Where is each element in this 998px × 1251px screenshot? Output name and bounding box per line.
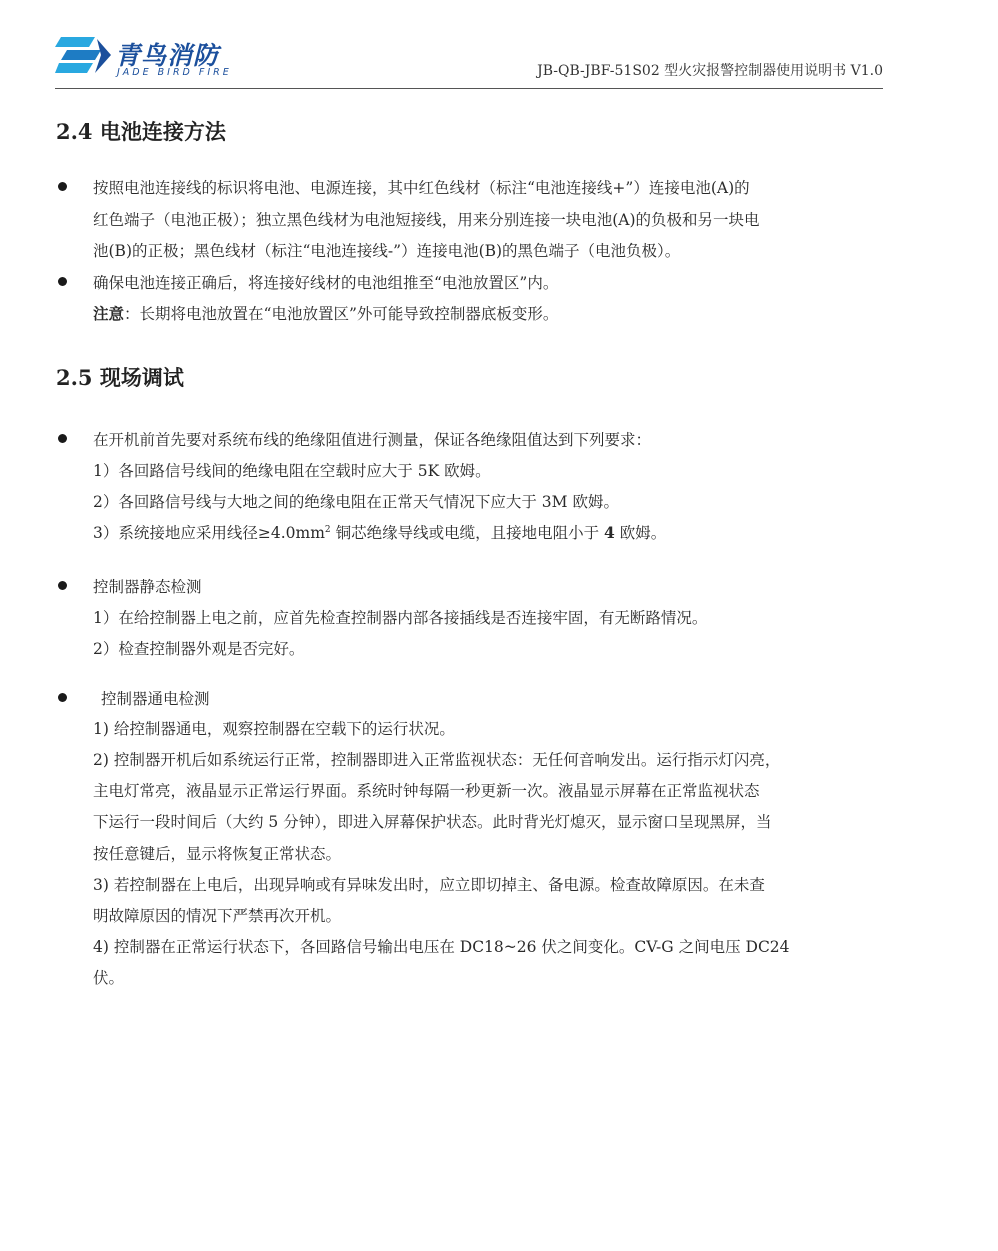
list-item-text: 3）系统接地应采用线径≥4.0mm (93, 524, 325, 542)
list-item: 按任意键后，显示将恢复正常状态。 (93, 845, 342, 863)
list-item: 3) 若控制器在上电后，出现异响或有异味发出时，应立即切掉主、备电源。检查故障原因。在未查 (93, 876, 765, 894)
document-title: JB-QB-JBF-51S02 型火灾报警控制器使用说明书 V1.0 (537, 63, 883, 79)
list-item: 1）各回路信号线间的绝缘电阻在空载时应大于 5K 欧姆。 (93, 462, 491, 480)
bold-number: 4 (604, 523, 615, 542)
list-item: 主电灯常亮，液晶显示正常运行界面。系统时钟每隔一秒更新一次。液晶显示屏幕在正常监视状态 (93, 782, 760, 800)
jade-bird-logo-icon (55, 35, 111, 77)
list-item: 2）检查控制器外观是否完好。 (93, 640, 305, 658)
subsection-title: 控制器静态检测 (93, 578, 202, 596)
bullet-dot (58, 182, 67, 191)
paragraph-line: 确保电池连接正确后，将连接好线材的电池组推至“电池放置区”内。 (93, 274, 559, 292)
note-text: ：长期将电池放置在“电池放置区”外可能导致控制器底板变形。 (124, 305, 559, 323)
bullet-dot (58, 693, 67, 702)
list-item: 明故障原因的情况下严禁再次开机。 (93, 907, 342, 925)
list-item: 1）在给控制器上电之前，应首先检查控制器内部各接插线是否连接牢固，有无断路情况。 (93, 609, 708, 627)
paragraph-line: 在开机前首先要对系统布线的绝缘阻值进行测量，保证各绝缘阻值达到下列要求： (93, 431, 652, 449)
company-logo (55, 30, 255, 86)
superscript: 2 (324, 524, 331, 535)
list-item: 下运行一段时间后（大约 5 分钟），即进入屏幕保护状态。此时背光灯熄灭，显示窗口呈现黑屏，当 (93, 813, 772, 831)
list-item: 2）各回路信号线与大地之间的绝缘电阻在正常天气情况下应大于 3M 欧姆。 (93, 493, 619, 511)
paragraph-line: 池(B)的正极；黑色线材（标注“电池连接线-”）连接电池(B)的黑色端子（电池负极）。 (93, 242, 681, 260)
list-item: 伏。 (93, 969, 125, 987)
list-item (93, 521, 666, 543)
section-2-5-heading: 2.5 现场调试 (56, 365, 184, 390)
logo-chinese-name: 青鸟消防 (115, 41, 220, 70)
list-item-text: 铜芯绝缘导线或电缆，且接地电阻小于 (330, 524, 604, 542)
bullet-dot (58, 277, 67, 286)
list-item-text: 欧姆。 (614, 524, 667, 542)
page-header (55, 30, 883, 88)
list-item: 2) 控制器开机后如系统运行正常，控制器即进入正常监视状态：无任何音响发出。运行指示灯闪亮， (93, 751, 781, 769)
bullet-dot (58, 434, 67, 443)
section-2-4-heading: 2.4 电池连接方法 (56, 119, 226, 144)
note-line (93, 302, 558, 324)
list-item: 1) 给控制器通电，观察控制器在空载下的运行状况。 (93, 720, 455, 738)
paragraph-line: 红色端子（电池正极）；独立黑色线材为电池短接线，用来分别连接一块电池(A)的负极和另一块电 (93, 211, 760, 229)
header-divider (55, 88, 883, 89)
subsection-title: 控制器通电检测 (101, 690, 210, 708)
paragraph-line: 按照电池连接线的标识将电池、电源连接，其中红色线材（标注“电池连接线+”）连接电池(A)的 (93, 179, 750, 197)
logo-english-name: JADE BIRD FIRE (117, 67, 232, 78)
note-label: 注意 (93, 304, 125, 323)
list-item: 4) 控制器在正常运行状态下，各回路信号输出电压在 DC18~26 伏之间变化。CV-G 之间电压 DC24 (93, 938, 790, 956)
bullet-dot (58, 581, 67, 590)
